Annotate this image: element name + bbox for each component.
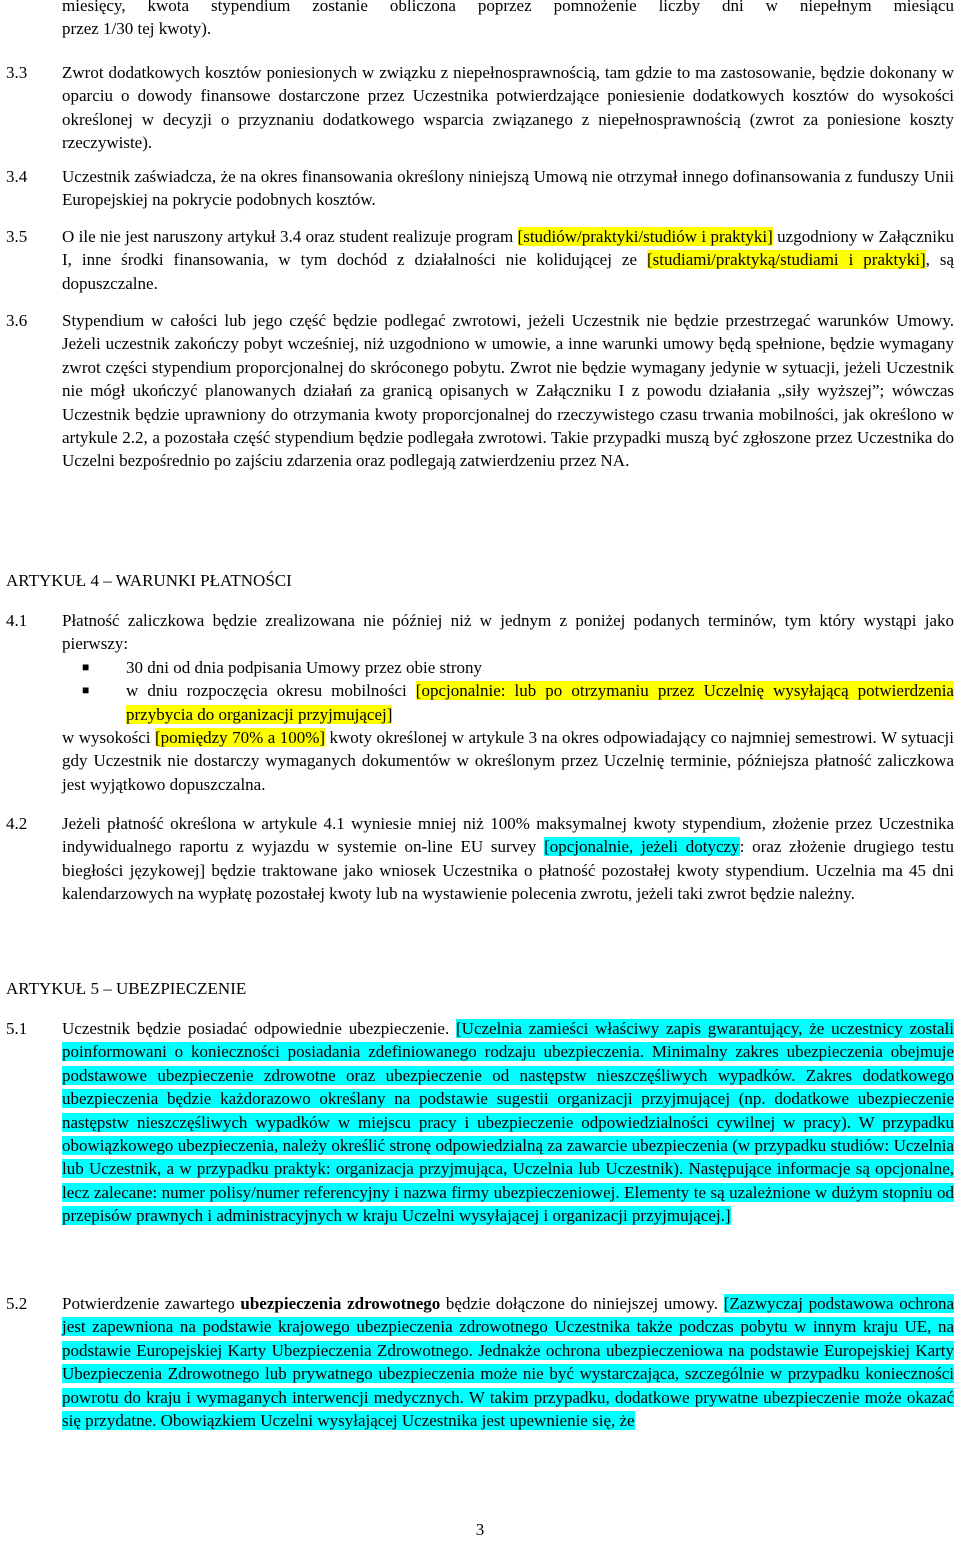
paragraph-4-2 bbox=[6, 812, 954, 906]
highlight-option: [studiami/praktyką/studiami i praktyki] bbox=[646, 250, 926, 270]
square-bullet-icon: ■ bbox=[82, 659, 90, 674]
paragraph-3-3 bbox=[6, 61, 954, 155]
paragraph-number: 3.6 bbox=[6, 311, 28, 330]
paragraph-text: Potwierdzenie zawartego ubezpieczenia zdrowotnego będzie dołączone do niniejszej umowy. [Zazwyczaj podstawowa ochrona jest zapewniona na podstawie krajowego ubezpieczenia zdrowotnego Uczestnika także podczas pobytu w innym kraju UE, na podstawie Europejskiej Karty Ubezpieczenia Zdrowotnego. Jednakże ochrona ubezpieczeniowa na podstawie Europejskiej Karty Ubezpieczenia Zdrowotnego lub prywatnego ubezpieczenia może nie być wystarczająca, szczególnie w przypadku konieczności powrotu do kraju i wymaganych interwencji medycznych. W takim przypadku, dodatkowe prywatne ubezpieczenie może okazać się przydatne. Obowiązkiem Uczelni wysyłającej Uczestnika jest upewnienie się, że bbox=[62, 1294, 955, 1431]
page-number: 3 bbox=[475, 1520, 485, 1539]
paragraph-4-1 bbox=[6, 609, 954, 796]
paragraph-text: Jeżeli płatność określona w artykule 4.1 wyniesie mniej niż 100% maksymalnej kwoty stypendium, złożenie przez Uczestnika indywidualnego raportu z wyjazdu w systemie on-line EU survey [opcjonalnie, jeżeli dotyczy: oraz złożenie drugiego testu biegłości językowej] będzie traktowane jako wniosek Uczestnika o płatność pozostałej kwoty stypendium. Uczelnia ma 45 dni kalendarzowych na wypłatę pozostałej kwoty lub na wystawienie polecenia zwrotu, jeżeli taki zwrot będzie należny. bbox=[62, 814, 954, 904]
paragraph-number: 3.5 bbox=[6, 227, 28, 246]
highlight-option: [opcjonalnie, jeżeli dotyczy bbox=[544, 837, 740, 857]
paragraph-text: Stypendium w całości lub jego część będzie podlegać zwrotowi, jeżeli Uczestnik nie będzie przestrzegać warunków Umowy. Jeżeli uczestnik zakończy pobyt wcześniej, niż uzgodniono w umowie, a inne warunki umowy będą spełnione, będzie wymagany zwrot części stypendium proporcjonalnej do skróconego pobytu. Zwrot nie będzie wymagany jedynie w sytuacji, jeżeli Uczestnik nie mógł ukończyć planowanych działań za granicą opisanych w Załączniku I z powodu działania „siły wyższej”; wówczas Uczestnik będzie uprawniony do otrzymania kwoty proporcjonalnej do rzeczywistego czasu trwania mobilności, jak określono w artykule 2.2, a pozostała część stypendium będzie podlegała zwrotowi. Takie przypadki muszą być zgłoszone przez Uczestnika do Uczelni bezpośrednio po zajściu zdarzenia oraz podlegają zatwierdzeniu przez NA. bbox=[62, 311, 954, 471]
article-5-heading: ARTYKUŁ 5 – UBEZPIECZENIE bbox=[6, 979, 247, 998]
highlight-option: [pomiędzy 70% a 100%] bbox=[154, 728, 326, 748]
paragraph-number: 3.4 bbox=[6, 167, 28, 186]
paragraph-3-5 bbox=[6, 225, 954, 295]
highlight-instruction: [Uczelnia zamieści właściwy zapis gwarantujący, że uczestnicy zostali poinformowani o konieczności posiadania zdefiniowanego rodzaju ubezpieczenia. Minimalny zakres ubezpieczenia obejmuje podstawowe ubezpieczenie zdrowotne oraz ubezpieczenie od następstw nieszczęśliwych wypadków. Zakres dodatkowego ubezpieczenia będzie każdorazowo określany na podstawie sugestii organizacji przyjmującej (np. dodatkowe ubezpieczenie następstw nieszczęśliwych wypadków w miejscu pracy i ubezpieczenie odpowiedzialności cywilnej w pracy). W przypadku obowiązkowego ubezpieczenia, należy określić stronę odpowiedzialną za zawarcie ubezpieczenia (w przypadku studiów: Uczelnia lub Uczestnik, a w przypadku praktyk: organizacja przyjmująca, Uczelnia lub Uczestnik). Następujące informacje są opcjonalne, lecz zalecane: numer polisy/numer referencyjny i nazwa firmy ubezpieczeniowej. Elementy te są uzależnione w dużym stopniu od przepisów prawnych i administracyjnych w kraju Uczelni wysyłającej i organizacji przyjmującej.] bbox=[62, 1019, 954, 1226]
paragraph-5-2 bbox=[6, 1292, 954, 1432]
paragraph-number: 4.2 bbox=[6, 814, 28, 833]
list-item: ■ 30 dni od dnia podpisania Umowy przez obie strony bbox=[82, 656, 954, 679]
highlight-option: [studiów/praktyki/studiów i praktyki] bbox=[517, 227, 773, 246]
paragraph-text: Zwrot dodatkowych kosztów poniesionych w związku z niepełnosprawnością, tam gdzie to ma zastosowanie, będzie dokonany w oparciu o dowody finansowe dostarczone przez Uczestnika potwierdzające poniesienie dodatkowych kosztów do wysokości określonej w decyzji o przyznaniu dodatkowego wsparcia związanego z niepełnosprawnością (zwrot za poniesione koszty rzeczywiste). bbox=[62, 63, 954, 153]
paragraph-5-1 bbox=[6, 1017, 954, 1228]
highlight-option: [opcjonalnie: lub po otrzymaniu przez Uczelnię wysyłającą potwierdzenia przybycia do organizacji przyjmującej] bbox=[126, 681, 954, 724]
paragraph-number: 3.3 bbox=[6, 63, 28, 82]
paragraph-text: Płatność zaliczkowa będzie zrealizowana nie później niż w jednym z poniżej podanych terminów, tym który wystąpi jako pierwszy: bbox=[62, 611, 954, 654]
paragraph-3-6 bbox=[6, 309, 954, 473]
paragraph-number: 4.1 bbox=[6, 611, 28, 630]
square-bullet-icon: ■ bbox=[82, 683, 90, 698]
paragraph-text: O ile nie jest naruszony artykuł 3.4 oraz student realizuje program [studiów/praktyki/studiów i praktyki] uzgodniony w Załączniku I, inne środki finansowania, w tym dochód z działalności nie kolidującej ze [studiami/praktyką/studiami i praktyki], są dopuszczalne. bbox=[62, 227, 954, 293]
article-4-heading: ARTYKUŁ 4 – WARUNKI PŁATNOŚCI bbox=[6, 571, 292, 590]
paragraph-text: Uczestnik zaświadcza, że na okres finansowania określony niniejszą Umową nie otrzymał innego dofinansowania z funduszy Unii Europejskiej na pokrycie podobnych kosztów. bbox=[62, 167, 954, 210]
paragraph-text: w wysokości [pomiędzy 70% a 100%] kwoty określonej w artykule 3 na okres odpowiadający co najmniej semestrowi. W sytuacji gdy Uczestnik nie dostarczy wymaganych dokumentów w określonym przez Uczelnię terminie, późniejsza płatność zaliczkowa jest wyjątkowo dopuszczalna. bbox=[62, 728, 955, 794]
paragraph-3-4 bbox=[6, 165, 954, 212]
continuation-text: miesięcy, kwota stypendium zostanie obliczona poprzez pomnożenie liczby dni w niepełnym miesiącu przez 1/30 tej kwoty). bbox=[62, 0, 954, 39]
highlight-instruction: [Zazwyczaj podstawowa ochrona jest zapewniona na podstawie krajowego ubezpieczenia zdrowotnego Uczestnika także podczas pobytu w innym kraju UE, na podstawie Europejskiej Karty Ubezpieczenia Zdrowotnego. Jednakże ochrona ubezpieczeniowa na podstawie Europejskiej Karty Ubezpieczenia Zdrowotnego lub prywatnego ubezpieczenia może nie być wystarczająca, szczególnie w przypadku konieczności powrotu do kraju i wymaganych interwencji medycznych. W takim przypadku, dodatkowe prywatne ubezpieczenie może okazać się przydatne. Obowiązkiem Uczelni wysyłającej Uczestnika jest upewnienie się, że bbox=[62, 1294, 955, 1431]
list-item: ■ w dniu rozpoczęcia okresu mobilności [opcjonalnie: lub po otrzymaniu przez Uczelnię wysyłającą potwierdzenia przybycia do organizacji przyjmującej] bbox=[82, 679, 954, 726]
paragraph-number: 5.2 bbox=[6, 1294, 28, 1313]
paragraph-text: Uczestnik będzie posiadać odpowiednie ubezpieczenie. [Uczelnia zamieści właściwy zapis gwarantujący, że uczestnicy zostali poinformowani o konieczności posiadania zdefiniowanego rodzaju ubezpieczenia. Minimalny zakres ubezpieczenia obejmuje podstawowe ubezpieczenie zdrowotne oraz ubezpieczenie od następstw nieszczęśliwych wypadków. Zakres dodatkowego ubezpieczenia będzie każdorazowo określany na podstawie sugestii organizacji przyjmującej (np. dodatkowe ubezpieczenie następstw nieszczęśliwych wypadków w miejscu pracy i ubezpieczenie odpowiedzialności cywilnej w pracy). W przypadku obowiązkowego ubezpieczenia, należy określić stronę odpowiedzialną za zawarcie ubezpieczenia (w przypadku studiów: Uczelnia lub Uczestnik, a w przypadku praktyk: organizacja przyjmująca, Uczelnia lub Uczestnik). Następujące informacje są opcjonalne, lecz zalecane: numer polisy/numer referencyjny i nazwa firmy ubezpieczeniowej. Elementy te są uzależnione w dużym stopniu od przepisów prawnych i administracyjnych w kraju Uczelni wysyłającej i organizacji przyjmującej.] bbox=[62, 1019, 954, 1226]
paragraph-number: 5.1 bbox=[6, 1019, 28, 1038]
